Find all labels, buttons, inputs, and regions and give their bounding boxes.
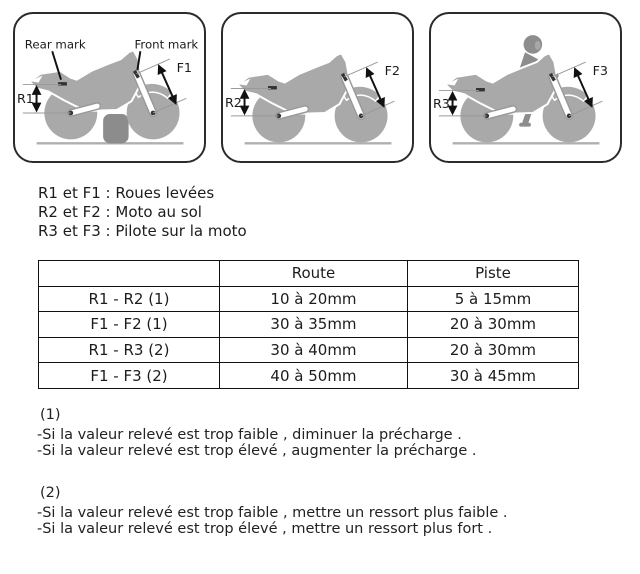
rear-measure-label: R1 [16, 92, 34, 108]
front-upper-ref-line [136, 59, 169, 74]
panel-rider-on-bike [429, 12, 622, 163]
front-upper-ref-line [552, 62, 585, 77]
route-value-cell: 30 à 40mm [220, 337, 408, 363]
front-measure-label: F3 [592, 63, 609, 79]
piste-value-cell: 5 à 15mm [408, 286, 579, 312]
header-piste-cell: Piste [408, 261, 579, 287]
legend-line-1: R1 et F1 : Roues levées [38, 184, 215, 202]
legend-line-2: R2 et F2 : Moto au sol [38, 203, 202, 221]
footnotes [37, 407, 508, 537]
route-value-cell: 30 à 35mm [220, 312, 408, 338]
piste-value-cell: 30 à 45mm [408, 363, 579, 389]
front-mark-caption: Front mark [134, 37, 199, 52]
row-label-cell: F1 - F3 (2) [39, 363, 220, 389]
diagram-row [13, 12, 622, 163]
footnote-line: -Si la valeur relevé est trop élevé , augmenter la précharge . [37, 443, 477, 459]
table-row [39, 363, 579, 389]
header-empty-cell [39, 261, 220, 287]
piste-value-cell: 20 à 30mm [408, 312, 579, 338]
header-route-cell: Route [220, 261, 408, 287]
motorcycle-raised-diagram [15, 14, 204, 161]
footnote-line: -Si la valeur relevé est trop faible , diminuer la précharge . [37, 427, 462, 443]
bike-body [446, 53, 557, 114]
center-stand [103, 114, 128, 143]
motorcycle-with-rider-diagram [431, 14, 620, 161]
helmet-visor [535, 41, 541, 50]
footnote-ref: (2) [40, 485, 61, 501]
motorcycle-on-ground-diagram [223, 14, 412, 161]
front-measure-label: F2 [384, 63, 401, 79]
footnote-line: -Si la valeur relevé est trop élevé , mettre un ressort plus fort . [37, 521, 493, 537]
footnote-ref: (1) [40, 407, 61, 423]
row-label-cell: F1 - F2 (1) [39, 312, 220, 338]
footnote-line: -Si la valeur relevé est trop faible , mettre un ressort plus faible . [37, 505, 508, 521]
panel-bike-on-ground [221, 12, 414, 163]
footnote-1 [37, 407, 508, 459]
rear-measure-label: R2 [224, 96, 242, 112]
row-label-cell: R1 - R3 (2) [39, 337, 220, 363]
table-row [39, 286, 579, 312]
panel-wheels-raised [13, 12, 206, 163]
front-upper-ref-line [344, 62, 377, 77]
route-value-cell: 40 à 50mm [220, 363, 408, 389]
legend-line-3: R3 et F3 : Pilote sur la moto [38, 222, 247, 240]
bike-body [238, 53, 349, 114]
rear-mark-caption: Rear mark [24, 37, 86, 52]
row-label-cell: R1 - R2 (1) [39, 286, 220, 312]
motorcycle-silhouette [238, 53, 388, 142]
rear-measure-label: R3 [432, 97, 450, 113]
bike-body [30, 50, 141, 111]
route-value-cell: 10 à 20mm [220, 286, 408, 312]
piste-value-cell: 20 à 30mm [408, 337, 579, 363]
table-header-row [39, 261, 579, 287]
measure-legend [38, 184, 247, 241]
front-measure-label: F1 [176, 60, 193, 76]
sag-values-table [38, 260, 579, 389]
table-row [39, 337, 579, 363]
footnote-2 [37, 485, 508, 537]
table-row [39, 312, 579, 338]
